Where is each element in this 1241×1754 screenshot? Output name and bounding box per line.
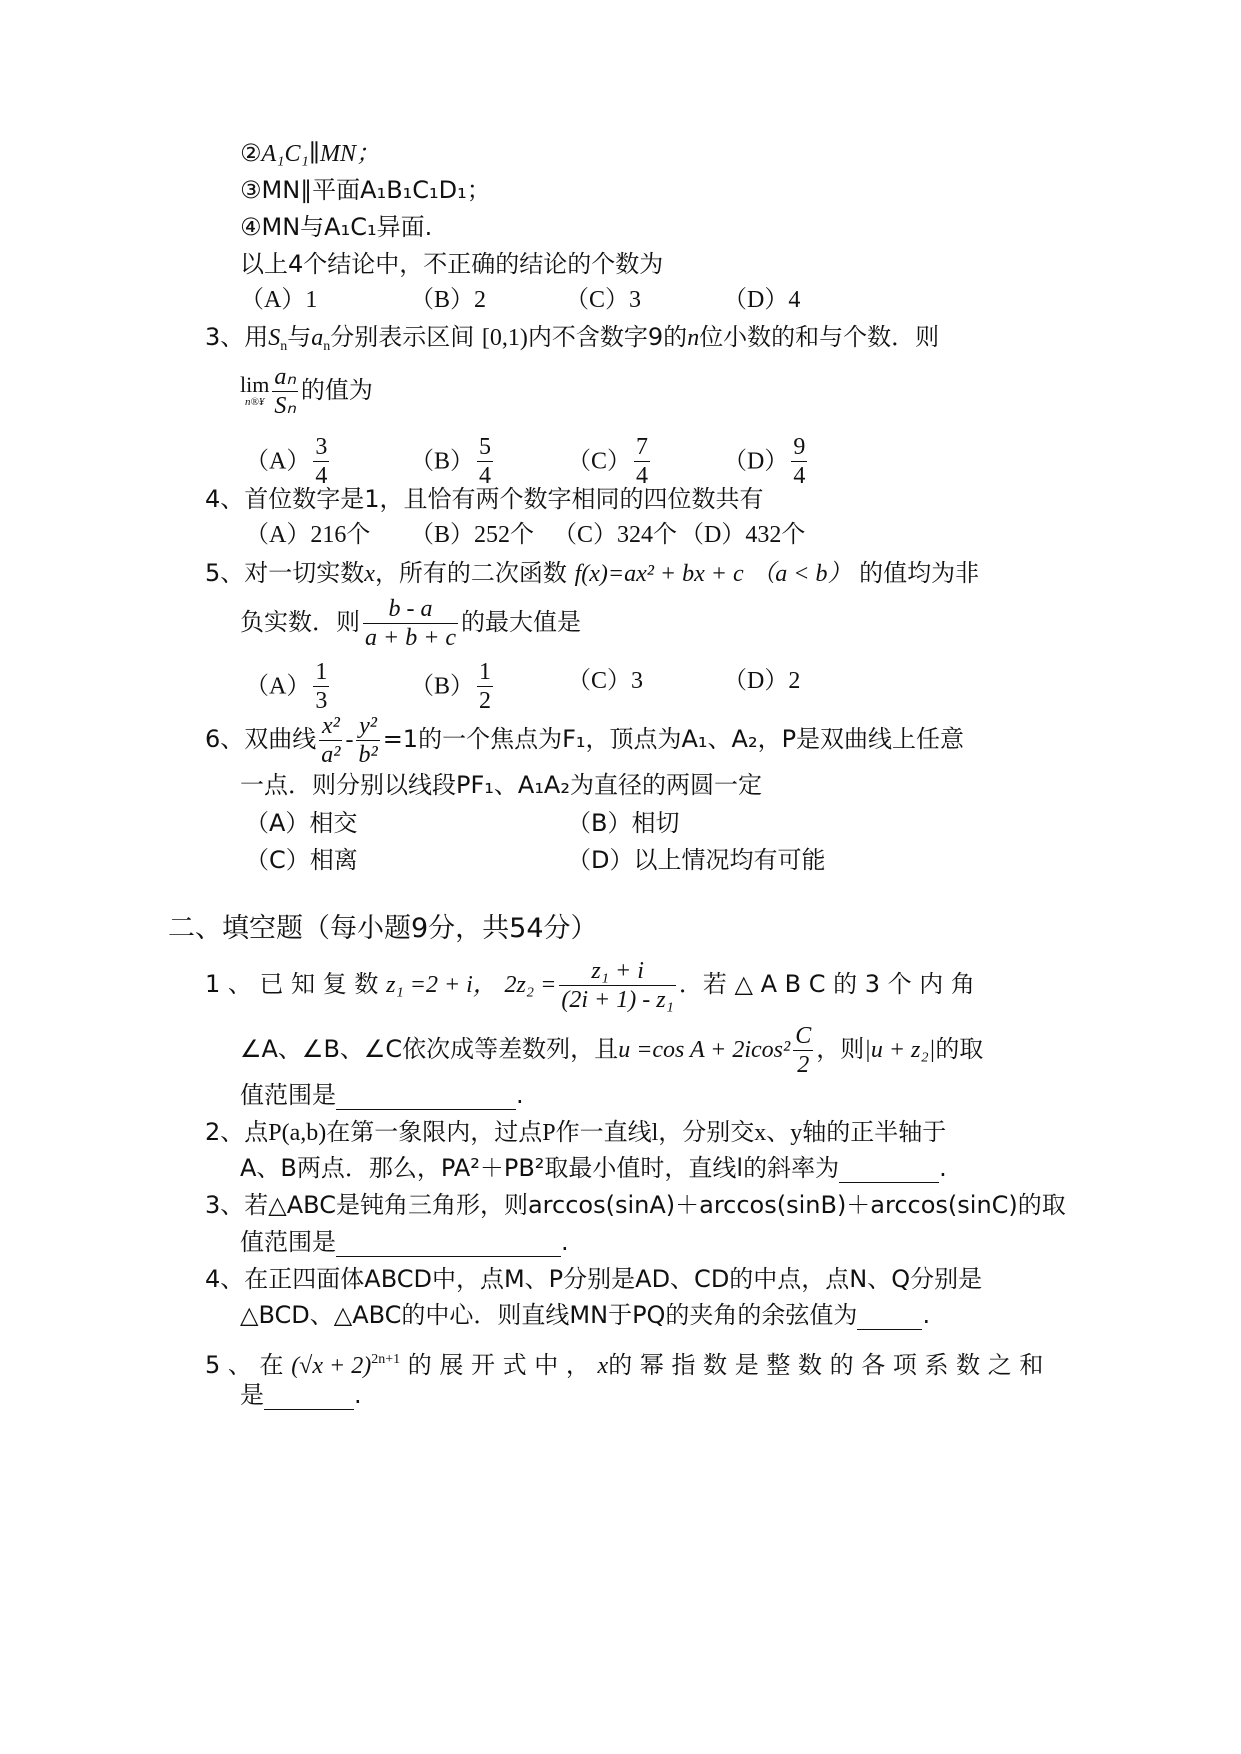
fill-q1-line1 (205, 953, 975, 1016)
period: . (922, 1301, 931, 1329)
option-a[interactable]: （A）216个 (245, 522, 371, 548)
q2-item-2 (240, 138, 380, 169)
q6-line1 (205, 708, 964, 771)
option-label: （B） (410, 448, 475, 475)
text: 对一切实数 (244, 559, 365, 587)
option-a[interactable] (245, 658, 332, 715)
option-label: （A） (245, 448, 311, 475)
math-an: $a_n$ (311, 325, 331, 354)
option-c[interactable]: （C）324个 (553, 522, 678, 548)
option-b[interactable]: （B）252个 (410, 522, 535, 548)
denominator: 4 (793, 463, 806, 489)
text: 的 幂 指 数 是 整 数 的 各 项 系 数 之 和 (608, 1351, 1044, 1379)
text: 与 (287, 323, 312, 351)
fraction (272, 363, 298, 420)
denominator: 4 (636, 463, 649, 489)
option-label: （C） (567, 668, 632, 694)
option-c[interactable]: （C）相离 (245, 846, 358, 874)
numerator: 7 (636, 434, 649, 460)
fraction-z2 (559, 957, 676, 1014)
question-text: 在正四面体ABCD中，点M、P分别是AD、CD的中点，点N、Q分别是 (244, 1265, 983, 1293)
text: 的取 (935, 1035, 984, 1063)
fraction-x2-a2 (319, 712, 342, 769)
option-label: （D） (723, 668, 789, 694)
numerator: 5 (479, 434, 492, 460)
item-marker: ③ (240, 176, 262, 204)
text: 已 知 复 数 (259, 970, 379, 998)
option-value: 2 (788, 668, 801, 694)
text: 双曲线 (244, 725, 317, 753)
math-x: x (597, 1353, 609, 1379)
text: 内不含数字9的 (527, 323, 688, 351)
z2-lhs: 2z₂ = (504, 972, 557, 998)
fraction (363, 595, 458, 652)
period: . (354, 1381, 362, 1409)
math-n: n (687, 325, 700, 351)
denominator: 2 (479, 688, 492, 714)
q2-question: 以上4个结论中，不正确的结论的个数为 (240, 250, 664, 278)
item-text: A₁C₁∥MN； (261, 141, 380, 167)
fill-q3-line2 (240, 1227, 569, 1257)
function-expression: f(x)=ax² + bx + c (574, 561, 744, 587)
option-a[interactable]: （A）相交 (245, 809, 358, 837)
option-c[interactable]: （C）3 (565, 287, 642, 313)
denominator: 3 (315, 688, 328, 714)
denominator: 4 (315, 463, 328, 489)
option-a[interactable] (245, 433, 332, 490)
question-text: 点P(a,b)在第一象限内，过点P作一直线l，分别交x、y轴的正半轴于 (244, 1120, 947, 1146)
option-d[interactable]: （D）432个 (680, 522, 806, 548)
section-title: 二、填空题（每小题9分，共54分） (168, 913, 598, 944)
text: 值范围是 (240, 1081, 336, 1109)
option-b[interactable] (410, 433, 496, 490)
option-c[interactable] (567, 433, 653, 490)
question-number: 5 、 (205, 1351, 252, 1379)
question-number: 1 、 (205, 970, 252, 998)
option-b[interactable]: （B）相切 (567, 809, 680, 837)
period: . (939, 1154, 947, 1182)
option-c[interactable] (567, 666, 643, 696)
text: ，则 (816, 1035, 865, 1063)
text: ∠A、∠B、∠C依次成等差数列，且 (240, 1035, 619, 1063)
interval: [0,1) (481, 325, 528, 351)
fraction (477, 433, 493, 490)
numerator: x² (319, 712, 342, 741)
item-marker: ④ (240, 213, 262, 241)
option-d[interactable]: （D）以上情况均有可能 (567, 846, 826, 874)
period: . (561, 1228, 569, 1256)
fraction (634, 433, 650, 490)
answer-blank[interactable] (264, 1385, 354, 1410)
u-equation: u =cos A + 2icos² (618, 1037, 791, 1063)
q3-line1 (205, 322, 939, 362)
denominator: 4 (479, 463, 492, 489)
item-text: MN∥平面A₁B₁C₁D₁； (261, 176, 491, 204)
fraction (477, 658, 493, 715)
q3-options (245, 425, 945, 489)
question-number: 6、 (205, 725, 245, 753)
fill-q3-line1 (205, 1190, 1066, 1220)
condition: （a < b） (751, 561, 852, 587)
denominator: a + b + c (365, 624, 457, 651)
text: 是 (240, 1381, 264, 1409)
question-number: 4、 (205, 485, 245, 513)
item-text: MN与A₁C₁异面. (261, 213, 433, 241)
q2-item-4 (240, 212, 432, 242)
text: =1的一个焦点为F₁，顶点为A₁、A₂，P是双曲线上任意 (382, 725, 965, 753)
fill-q4-line1 (205, 1264, 982, 1294)
option-d[interactable]: （D）4 (723, 287, 801, 313)
fill-q1-line3 (240, 1080, 524, 1110)
denominator: a² (321, 741, 341, 768)
lim-text: lim (240, 372, 270, 397)
text: ．若 △ A B C 的 3 个 内 角 (678, 970, 975, 998)
lim-subscript: n®¥ (244, 396, 265, 408)
q5-options (245, 652, 945, 712)
question-number: 5、 (205, 559, 245, 587)
q2-item-3 (240, 175, 491, 205)
z1-equation: z₁ =2 + i， (386, 972, 497, 998)
text: 分别表示区间 (330, 323, 475, 351)
text: 的最大值是 (461, 608, 582, 636)
binomial-base: (√x + 2) (291, 1353, 372, 1379)
question-number: 4、 (205, 1265, 245, 1293)
question-text: △BCD、△ABC的中心．则直线MN于PQ的夹角的余弦值为 (240, 1301, 858, 1329)
fraction-y2-b2 (356, 712, 379, 769)
fraction (313, 658, 329, 715)
question-number: 3、 (205, 1191, 245, 1219)
question-text: 若△ABC是钝角三角形，则arccos(sinA)＋arccos(sinB)＋arccos(sinC)的取 (244, 1191, 1066, 1219)
text: 用 (244, 323, 269, 351)
q5-line2 (240, 592, 581, 652)
fill-q2-line2 (240, 1153, 947, 1183)
option-value: 3 (631, 668, 644, 694)
abs-expression: |u + z₂| (864, 1037, 936, 1063)
minus-sign: - (345, 727, 354, 753)
text: 的值为 (300, 376, 373, 404)
numerator: 3 (315, 434, 328, 460)
binomial-expression (291, 1353, 400, 1379)
text: 位小数的和与个数．则 (699, 323, 940, 351)
denominator: 2 (797, 1051, 810, 1078)
text: 的 展 开 式 中 ， (407, 1351, 590, 1379)
text: 的值均为非 (859, 559, 980, 587)
denominator: (2i + 1) - z₁ (561, 986, 674, 1013)
numerator: b - a (363, 595, 458, 624)
fill-q1-line2 (240, 1018, 983, 1081)
question-text: 值范围是 (240, 1228, 336, 1256)
denominator: b² (358, 741, 378, 768)
option-d[interactable] (723, 666, 800, 696)
q5-line1 (205, 558, 979, 589)
option-label: （B） (410, 673, 475, 700)
fraction (313, 433, 329, 490)
numerator: 1 (479, 659, 492, 685)
math-Sn: $S_n$ (268, 325, 288, 354)
item-marker: ② (240, 139, 262, 167)
period: . (516, 1081, 524, 1109)
answer-blank[interactable] (857, 1305, 922, 1330)
text: 在 (259, 1351, 284, 1379)
text: ，所有的二次函数 (374, 559, 567, 587)
option-b[interactable]: （B）2 (410, 287, 487, 313)
q6-line2: 一点．则分别以线段PF₁、A₁A₂为直径的两圆一定 (240, 771, 762, 799)
option-d[interactable] (723, 433, 810, 490)
fill-q5-line2 (240, 1380, 362, 1410)
numerator: C (795, 1022, 812, 1049)
limit-expression (240, 374, 269, 408)
option-label: （A） (245, 673, 311, 700)
q3-line2 (240, 362, 373, 420)
numerator: y² (356, 712, 379, 741)
numerator: aₙ (274, 363, 296, 390)
exponent: 2n+1 (371, 1352, 401, 1367)
option-a[interactable]: （A）1 (240, 287, 318, 313)
denominator: Sₙ (274, 392, 296, 419)
question-number: 2、 (205, 1118, 245, 1146)
numerator: 1 (315, 659, 328, 685)
answer-blank[interactable] (839, 1158, 939, 1183)
option-label: （D） (723, 448, 789, 475)
option-label: （C） (567, 448, 632, 475)
text: 负实数．则 (240, 608, 360, 636)
numerator: z₁ + i (559, 957, 676, 986)
question-text: 首位数字是1，且恰有两个数字相同的四位数共有 (244, 485, 764, 513)
math-x: x (364, 561, 375, 587)
question-text: A、B两点．那么，PA²＋PB²取最小值时，直线l的斜率为 (240, 1154, 840, 1182)
numerator: 9 (793, 434, 806, 460)
fill-q2-line1 (205, 1117, 946, 1148)
option-b[interactable] (410, 658, 496, 715)
answer-blank[interactable] (336, 1232, 561, 1257)
answer-blank[interactable] (336, 1085, 516, 1110)
fraction-c-2 (793, 1022, 813, 1079)
fraction (791, 433, 807, 490)
question-number: 3、 (205, 323, 245, 351)
q4-line1 (205, 484, 764, 514)
fill-q4-line2 (240, 1300, 930, 1330)
